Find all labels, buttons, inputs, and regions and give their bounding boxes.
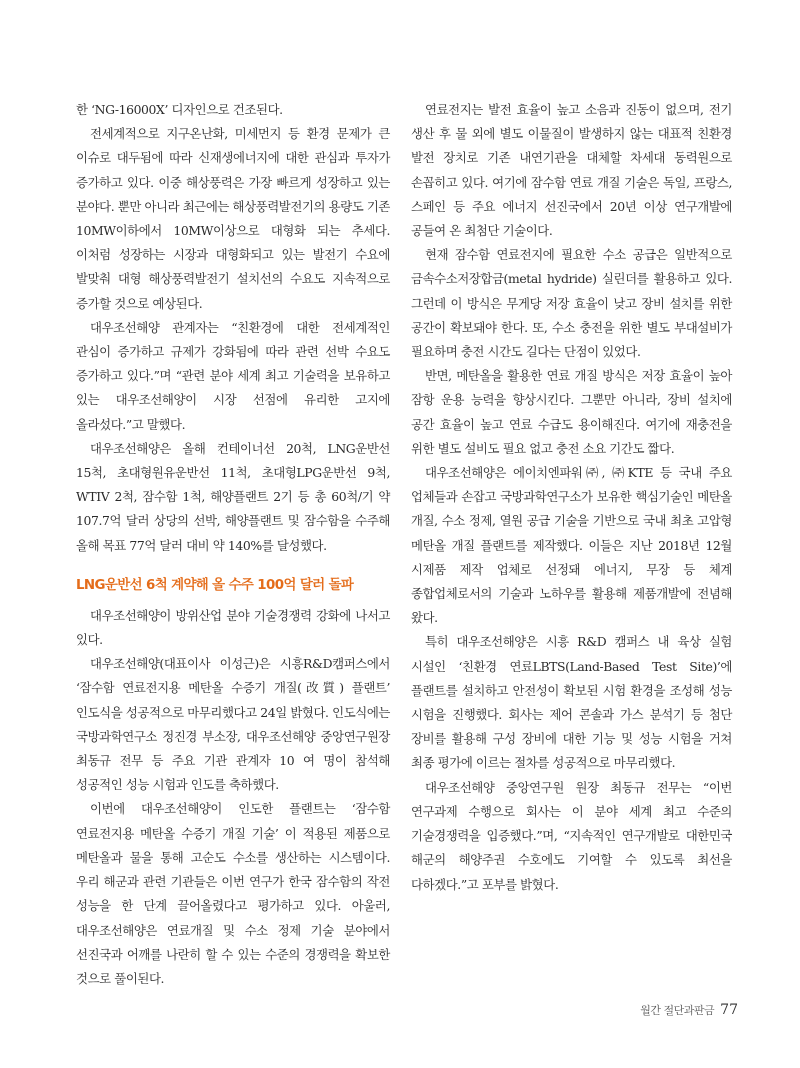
paragraph: 대우조선해양(대표이사 이성근)은 시흥R&D캠퍼스에서 ‘잠수함 연료전지용 메탄올 수증기 개질(改質) 플랜트’ 인도식을 성공적으로 마무리했다고 24일 밝혔다. 인도식에는 국방과학연구소 정진경 부소장, 대우조선해양 중앙연구원장 최동규 전무 등 주요 기관 관계자 10 여 명이 참석해 성공적인 성능 시험과 인도를 축하했다. [76, 656, 390, 793]
paragraph: 대우조선해양 중앙연구원 원장 최동규 전무는 “이번 연구과제 수행으로 회사는 이 분야 세계 최고 수준의 기술경쟁력을 입증했다.”며, “지속적인 연구개발로 대한민국 해군의 해양주권 수호에도 기여할 수 있도록 최선을 다하겠다.”고 포부를 밝혔다. [411, 779, 732, 892]
paragraph: 한 ‘NG-16000X’ 디자인으로 건조된다. [76, 102, 283, 117]
right-column [411, 98, 732, 897]
paragraph: 전세계적으로 지구온난화, 미세먼지 등 환경 문제가 큰 이슈로 대두됨에 따라 신재생에너지에 대한 관심과 투자가 증가하고 있다. 이중 해상풍력은 가장 빠르게 성장하고 있는 분야다. 뿐만 아니라 최근에는 해상풍력발전기의 용량도 기존 10MW이하에서 10MW이상으로 대형화 되는 추세다. 이처럼 성장하는 시장과 대형화되고 있는 발전기 수요에 발맞춰 대형 해상풍력발전기 설치선의 수요도 지속적으로 증가할 것으로 예상된다. [76, 126, 391, 311]
paragraph: 현재 잠수함 연료전지에 필요한 수소 공급은 일반적으로 금속수소저장합금(metal hydride) 실린더를 활용하고 있다. 그런데 이 방식은 무게당 저장 효율이 낮고 장비 설치를 위한 공간이 확보돼야 한다. 또, 수소 충전을 위한 별도 부대설비가 필요하며 충전 시간도 길다는 단점이 있었다. [411, 247, 732, 360]
paragraph: 이번에 대우조선해양이 인도한 플랜트는 ‘잠수함 연료전지용 메탄올 수증기 개질 기술’ 이 적용된 제품으로 메탄올과 물을 통해 고순도 수소를 생산하는 시스템이다. 우리 해군과 관련 기관들은 이번 연구가 한국 잠수함의 작전 성능을 한 단계 끌어올렸다고 평가하고 있다. 아울러, 대우조선해양은 연료개질 및 수소 정제 기술 분야에서 선진국과 어깨를 나란히 할 수 있는 수준의 경쟁력을 확보한 것으로 풀이된다. [76, 801, 390, 986]
page-number: 77 [720, 1002, 738, 1018]
paragraph: 대우조선해양 관계자는 “친환경에 대한 전세계적인 관심이 증가하고 규제가 강화됨에 따라 관련 선박 수요도 증가하고 있다.”며 “관련 분야 세계 최고 기술력을 보유하고 있는 대우조선해양이 시장 선점에 유리한 고지에 올라섰다.”고 말했다. [76, 319, 390, 432]
paragraph: 대우조선해양은 올해 컨테이너선 20척, LNG운반선 15척, 초대형원유운반선 11척, 초대형LPG운반선 9척, WTIV 2척, 잠수함 1척, 해양플랜트 2기 등 총 60척/기 약 107.7억 달러 상당의 선박, 해양플랜트 및 잠수함을 수주해 올해 목표 77억 달러 대비 약 140%를 달성했다. [76, 440, 390, 553]
paragraph: 특히 대우조선해양은 시흥 R&D 캠퍼스 내 육상 실험 시설인 ‘친환경 연료LBTS(Land-Based Test Site)’에 플랜트를 설치하고 안전성이 확보된 시험 환경을 조성해 성능 시험을 진행했다. 회사는 제어 콘솔과 가스 분석기 등 첨단 장비를 활용해 구성 장비에 대한 기능 및 성능 시험을 거쳐 최종 평가에 이르는 절차를 성공적으로 마무리했다. [411, 634, 732, 771]
section-heading: LNG운반선 6척 계약해 올 수주 100억 달러 돌파 [76, 577, 354, 593]
paragraph: 대우조선해양은 에이치엔파워㈜, ㈜KTE 등 국내 주요 업체들과 손잡고 국방과학연구소가 보유한 핵심기술인 메탄올 개질, 수소 정제, 열원 공급 기술을 기반으로 국내 최초 고압형 메탄올 개질 플랜트를 제작했다. 이들은 지난 2018년 12월 시제품 제작 업체로 선정돼 에너지, 무장 등 체계 종합업체로서의 기술과 노하우를 활용해 제품개발에 전념해 왔다. [411, 465, 732, 626]
magazine-name: 월간 절단과판금 [640, 1004, 715, 1017]
paragraph: 대우조선해양이 방위산업 분야 기술경쟁력 강화에 나서고 있다. [76, 607, 390, 648]
left-column [76, 98, 390, 991]
paragraph: 반면, 메탄올을 활용한 연료 개질 방식은 저장 효율이 높아 잠항 운용 능력을 향상시킨다. 그뿐만 아니라, 장비 설치에 공간 효율이 높고 연료 수급도 용이해진다. 여기에 재충전을 위한 별도 설비도 필요 없고 충전 소요 기간도 짧다. [411, 368, 732, 456]
paragraph: 연료전지는 발전 효율이 높고 소음과 진동이 없으며, 전기 생산 후 물 외에 별도 이물질이 발생하지 않는 대표적 친환경 발전 장치로 기존 내연기관을 대체할 차세대 동력원으로 손꼽히고 있다. 여기에 잠수함 연료 개질 기술은 독일, 프랑스, 스페인 등 주요 에너지 선진국에서 20년 이상 연구개발에 공들여 온 최첨단 기술이다. [411, 102, 732, 239]
page-footer [640, 1002, 738, 1018]
